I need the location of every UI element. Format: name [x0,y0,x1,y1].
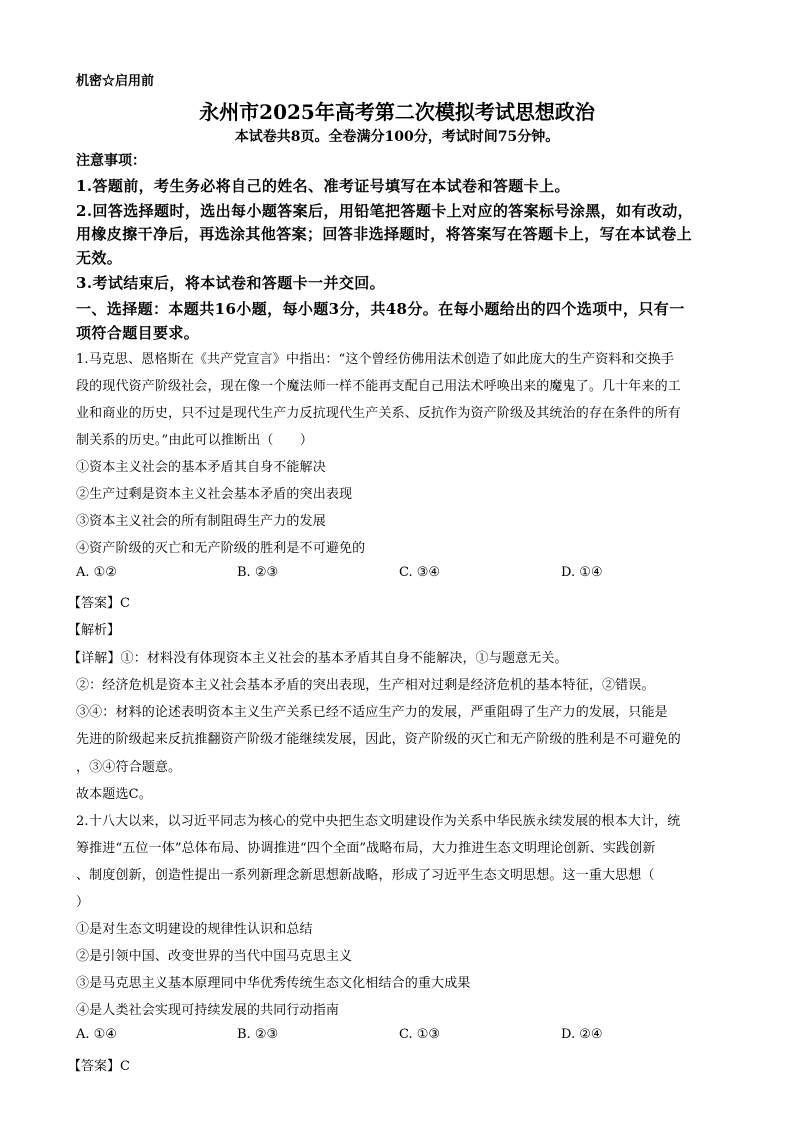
q1-detail-line-2: ②：经济危机是资本主义社会基本矛盾的突出表现，生产相对过剩是经济危机的基本特征，②错误。 [76,678,655,693]
q1-stem-line-4: 制关系的历史。”由此可以推断出（ ） [76,433,313,448]
q2-stem-line-1: 2.十八大以来，以习近平同志为核心的党中央把生态文明建设作为关系中华民族永续发展的根本大计，统 [76,814,681,829]
q1-detail-line-1: 【详解】①：材料没有体现资本主义社会的基本矛盾其自身不能解决，①与题意无关。 [68,651,568,666]
q1-detail-line-5: ，③④符合题意。 [76,760,182,775]
notice-item-2-line-3: 无效。 [76,249,123,267]
q2-statement-3: ③是马克思主义基本原理同中华优秀传统生态文化相结合的重大成果 [76,976,471,991]
q2-stem-line-4: ） [76,895,90,910]
q2-answer: 【答案】C [68,1059,130,1074]
q2-statement-4: ④是人类社会实现可持续发展的共同行动指南 [76,1003,340,1018]
q1-statement-1: ①资本主义社会的基本矛盾其自身不能解决 [76,460,326,475]
exam-subtitle: 本试卷共8页。全卷满分100分，考试时间75分钟。 [234,129,560,145]
q1-stem-line-3: 业和商业的历史，只不过是现代生产力反抗现代生产关系、反抗作为资产阶级及其统治的存在条件的所有 [76,406,681,421]
q2-statement-2: ②是引领中国、改变世界的当代中国马克思主义 [76,949,353,964]
q1-detail-line-3: ③④：材料的论述表明资本主义生产关系已经不适应生产力的发展，严重阻碍了生产力的发展，只能是 [76,705,668,720]
q2-option-a: A. ①④ [76,1027,117,1042]
q1-statement-2: ②生产过剩是资本主义社会基本矛盾的突出表现 [76,487,353,502]
notice-item-2-line-1: 2.回答选择题时，选出每小题答案后，用铅笔把答题卡上对应的答案标号涂黑，如有改动， [76,202,694,220]
notice-item-1: 1.答题前，考生务必将自己的姓名、准考证号填写在本试卷和答题卡上。 [76,177,570,195]
q1-option-b: B. ②③ [237,565,279,580]
q2-option-b: B. ②③ [237,1027,279,1042]
q1-option-d: D. ①④ [561,565,603,580]
q1-analysis-label: 【解析】 [68,623,121,638]
q1-option-c: C. ③④ [399,565,441,580]
q1-statement-3: ③资本主义社会的所有制阻碍生产力的发展 [76,514,326,529]
q1-stem-line-2: 段的现代资产阶级社会，现在像一个魔法师一样不能再支配自己用法术呼唤出来的魔鬼了。几十年来的工 [76,379,681,394]
q2-option-c: C. ①③ [399,1027,441,1042]
notice-item-2-line-2: 用橡皮擦干净后，再选涂其他答案；回答非选择题时，将答案写在答题卡上，写在本试卷上 [76,225,693,243]
q1-stem-line-1: 1.马克思、恩格斯在《共产党宣言》中指出：“这个曾经仿佛用法术创造了如此庞大的生产资料和交换手 [76,352,675,367]
section-heading-line-1: 一、选择题：本题共16小题，每小题3分，共48分。在每小题给出的四个选项中，只有一 [76,300,685,318]
q1-answer: 【答案】C [68,596,130,611]
q2-stem-line-3: 、制度创新，创造性提出一系列新理念新思想新战略，形成了习近平生态文明思想。这一重大思想（ [76,868,655,883]
exam-title: 永州市2025年高考第二次模拟考试思想政治 [199,100,595,124]
section-heading-line-2: 项符合题目要求。 [76,324,200,342]
q2-option-d: D. ②④ [561,1027,603,1042]
notice-heading: 注意事项： [76,153,146,169]
q2-statement-1: ①是对生态文明建设的规律性认识和总结 [76,922,313,937]
q1-statement-4: ④资产阶级的灭亡和无产阶级的胜利是不可避免的 [76,541,366,556]
q1-option-a: A. ①② [76,565,117,580]
confidential-label: 机密☆启用前 [76,74,155,89]
q2-stem-line-2: 筹推进“五位一体”总体布局、协调推进“四个全面”战略布局，大力推进生态文明理论创新、实践创新 [76,841,656,856]
q1-detail-line-4: 先进的阶级起来反抗推翻资产阶级才能继续发展，因此，资产阶级的灭亡和无产阶级的胜利是不可避免的 [76,732,681,747]
q1-detail-line-6: 故本题选C。 [76,787,152,802]
notice-item-3: 3.考试结束后，将本试卷和答题卡一并交回。 [76,274,386,292]
